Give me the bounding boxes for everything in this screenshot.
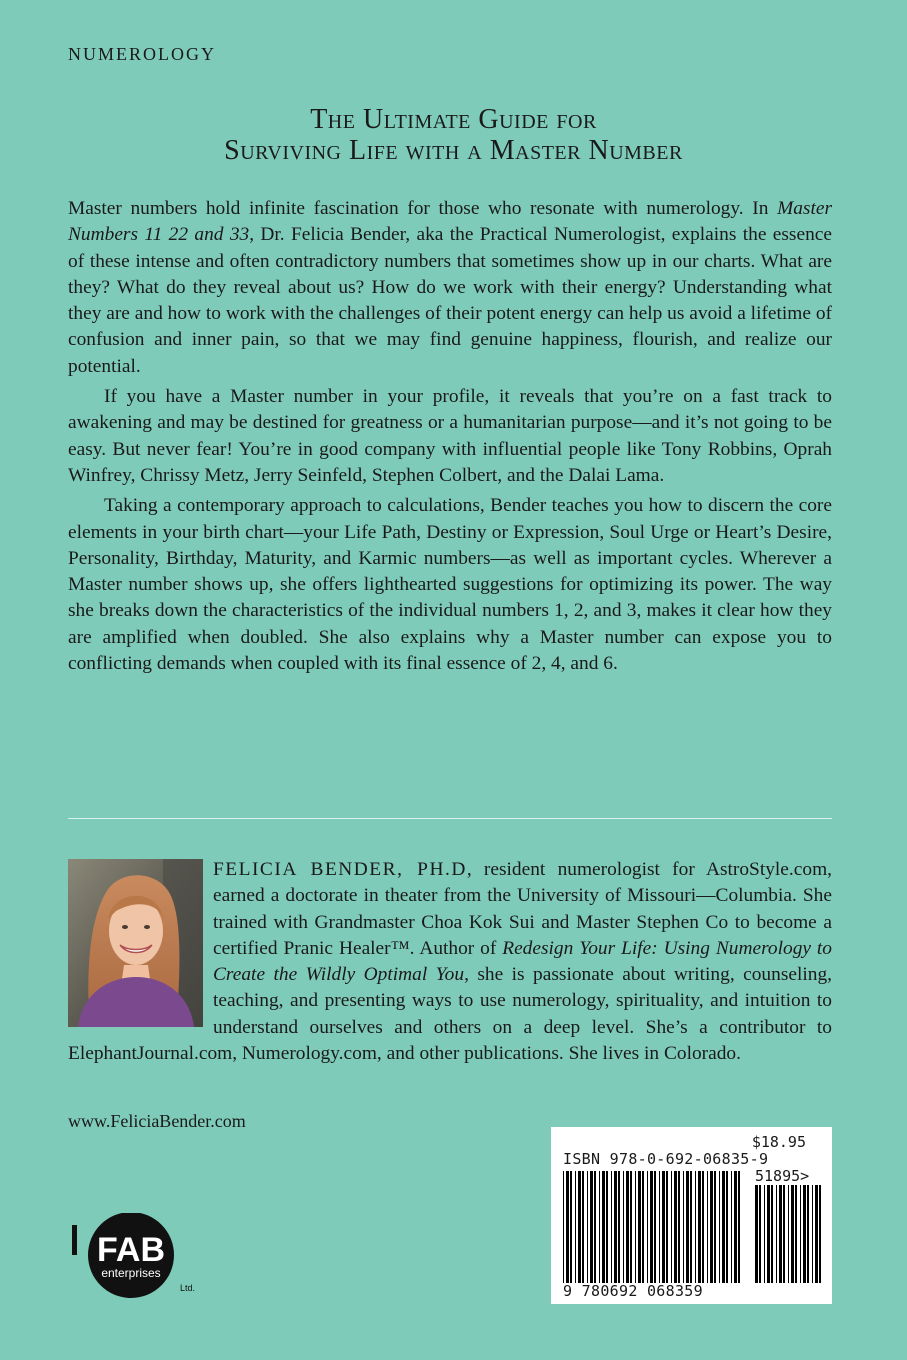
description-paragraph-3: Taking a contemporary approach to calculations, Bender teaches you how to discern the core elements in your birth chart—your Life Path, Destiny or Expression, Soul Urge or Heart’s Desire, Personality, Birthday, Maturity, and Karmic numbers—as well as important cycles. Wherever a Master number shows up, she offers lighthearted suggestions for optimizing its power. The way she breaks down the characteristics of the individual numbers 1, 2, and 3, makes it clear how they are amplified when doubled. She also explains why a Master number can expose you to conflicting demands when coupled with its final essence of 2, 4, and 6. — [68, 495, 832, 675]
description — [68, 196, 832, 677]
barcode-box — [551, 1127, 832, 1304]
author-name: FELICIA BENDER, PH.D — [213, 859, 467, 880]
author-website: www.FeliciaBender.com — [68, 1111, 246, 1131]
description-paragraph-2: If you have a Master number in your profile, it reveals that you’re on a fast track to awakening and may be destined for greatness or a humanitarian purpose—and it’s not going to be easy. But never fear! You’re in good company with influential people like Tony Robbins, Oprah Winfrey, Chrissy Metz, Jerry Seinfeld, Stephen Colbert, and the Dalai Lama. — [68, 386, 832, 486]
barcode-bars — [563, 1171, 743, 1283]
ean-digits: 9 780692 068359 — [563, 1282, 703, 1300]
book-title: Master Numbers 11 22 and 33 — [68, 198, 832, 246]
logo-sub-text: enterprises — [101, 1266, 161, 1280]
category-label: NUMEROLOGY — [68, 44, 216, 64]
headline-line-1: The Ultimate Guide for — [310, 104, 597, 135]
author-bio: FELICIA BENDER, PH.D, resident numerologist for AstroStyle.com, earned a doctorate in theater from the University of Missouri—Columbia. She trained with Grandmaster Choa Kok Sui and Master Stephen Co to become a certified Pranic Healer™. Author of Redesign Your Life: Using Numerology to Create the Wildly Optimal You, she is passionate about writing, counseling, teaching, and presenting ways to use numerology, spirituality, and intuition to understand ourselves and others on a deep level. She’s a contributor to ElephantJournal.com, Numerology.com, and other publications. She lives in Colorado. — [68, 859, 832, 1065]
logo-main-text: FAB — [97, 1231, 165, 1269]
barcode-addon-bars — [755, 1185, 823, 1283]
divider — [68, 818, 832, 819]
isbn-number: ISBN 978-0-692-06835-9 — [563, 1150, 769, 1168]
headline-line-2: Surviving Life with a Master Number — [224, 135, 683, 166]
author-book-title: Redesign Your Life: Using Numerology to Create the Wildly Optimal You — [213, 937, 832, 986]
barcode-addon-digits: 51895> — [755, 1167, 810, 1185]
description-paragraph-1: Master numbers hold infinite fascination for those who resonate with numerology. In Master Numbers 11 22 and 33, Dr. Felicia Bender, aka the Practical Numerologist, explains the essence of these intense and often contradictory numbers that sometimes show up in our charts. What are they? What do they reveal about us? How do we work with their energy? Understanding what they are and how to work with the challenges of their potent energy can help us avoid a lifetime of confusion and inner pain, so that we may find genuine happiness, flourish, and realize our potential. — [68, 198, 832, 377]
publisher-logo — [68, 1213, 208, 1303]
headline — [0, 104, 907, 166]
price: $18.95 — [751, 1133, 806, 1151]
logo-suffix-text: Ltd. — [180, 1283, 196, 1293]
